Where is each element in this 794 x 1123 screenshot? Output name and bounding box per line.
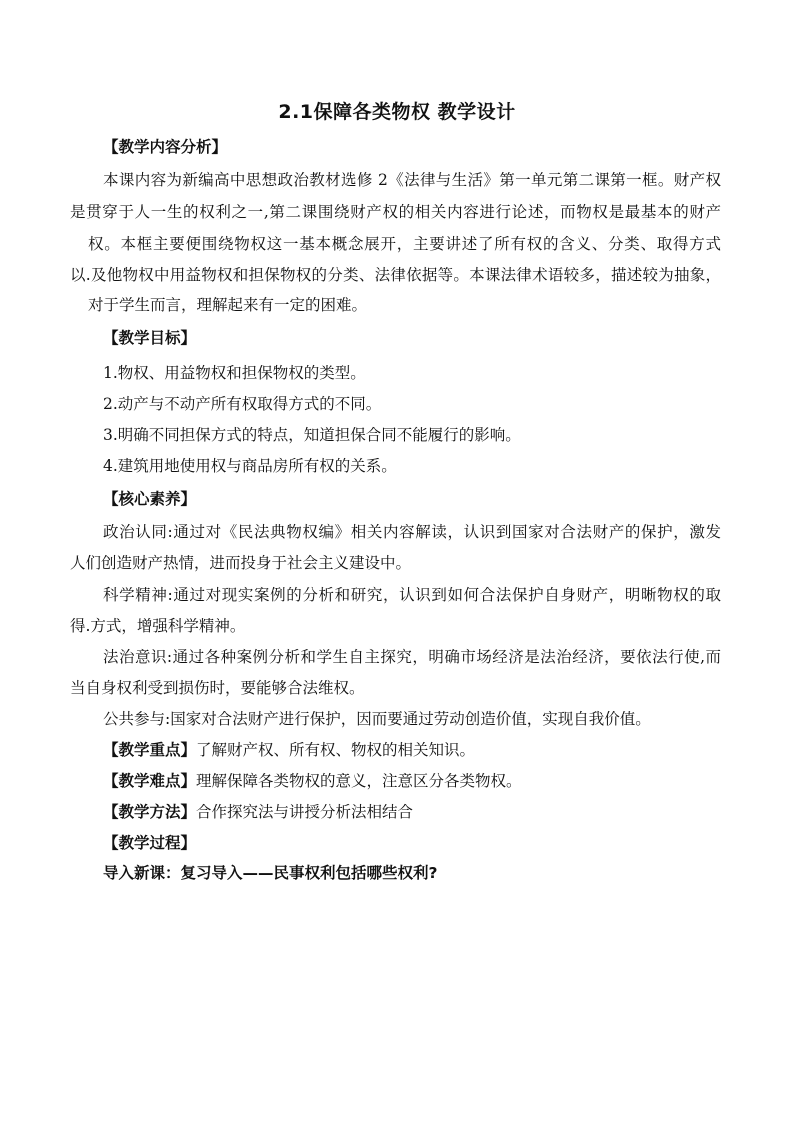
- paragraph-line: 科学精神:通过对现实案例的分析和研究，认识到如何合法保护自身财产，明晰物权的取: [103, 586, 721, 604]
- difficulty-row: [103, 770, 522, 792]
- goal-item: 4.建筑用地使用权与商品房所有权的关系。: [103, 457, 397, 475]
- paragraph-line: 当自身权利受到损伤时，要能够合法维权。: [70, 679, 365, 697]
- section-heading-content-analysis: 【教学内容分析】: [103, 138, 228, 156]
- paragraph-line: 以.及他物权中用益物权和担保物权的分类、法律依据等。本课法律术语较多，描述较为抽象，: [70, 266, 721, 284]
- section-heading-key-point: 【教学重点】: [103, 741, 197, 759]
- paragraph-line: 本课内容为新编高中思想政治教材选修 2《法律与生活》第一单元第二课第一框。财产权: [103, 171, 721, 189]
- paragraph-line: 法治意识:通过各种案例分析和学生自主探究，明确市场经济是法治经济，要依法行使,而: [103, 648, 721, 666]
- paragraph-line: 是贯穿于人一生的权利之一,第二课围绕财产权的相关内容进行论述，而物权是最基本的财产: [70, 203, 721, 221]
- section-heading-goals: 【教学目标】: [103, 329, 197, 347]
- paragraph-line: 公共参与:国家对合法财产进行保护，因而要通过劳动创造价值，实现自我价值。: [103, 710, 651, 728]
- section-heading-process: 【教学过程】: [103, 834, 197, 852]
- paragraph-line: 对于学生而言，理解起来有一定的困难。: [88, 296, 368, 314]
- process-intro: 导入新课：复习导入——民事权利包括哪些权利?: [103, 864, 438, 882]
- goal-item: 2.动产与不动产所有权取得方式的不同。: [103, 395, 382, 413]
- difficulty-text: 理解保障各类物权的意义，注意区分各类物权。: [196, 772, 522, 790]
- method-text: 合作探究法与讲授分析法相结合: [196, 803, 414, 821]
- method-row: [103, 801, 413, 823]
- paragraph-line: 得.方式，增强科学精神。: [70, 617, 246, 635]
- goal-item: 1.物权、用益物权和担保物权的类型。: [103, 364, 366, 382]
- key-point-text: 了解财产权、所有权、物权的相关知识。: [196, 741, 476, 759]
- goal-item: 3.明确不同担保方式的特点，知道担保合同不能履行的影响。: [103, 426, 521, 444]
- section-heading-method: 【教学方法】: [103, 803, 197, 821]
- key-point-row: [103, 739, 475, 761]
- paragraph-line: 政治认同:通过对《民法典物权编》相关内容解读，认识到国家对合法财产的保护，激发: [103, 523, 721, 541]
- section-heading-difficulty: 【教学难点】: [103, 772, 197, 790]
- section-heading-literacy: 【核心素养】: [103, 490, 197, 508]
- page-title: 2.1保障各类物权 教学设计: [278, 101, 516, 123]
- paragraph-line: 权。本框主要便围绕物权这一基本概念展开，主要讲述了所有权的含义、分类、取得方式: [88, 235, 721, 253]
- paragraph-line: 人们创造财产热情，进而投身于社会主义建设中。: [70, 554, 412, 572]
